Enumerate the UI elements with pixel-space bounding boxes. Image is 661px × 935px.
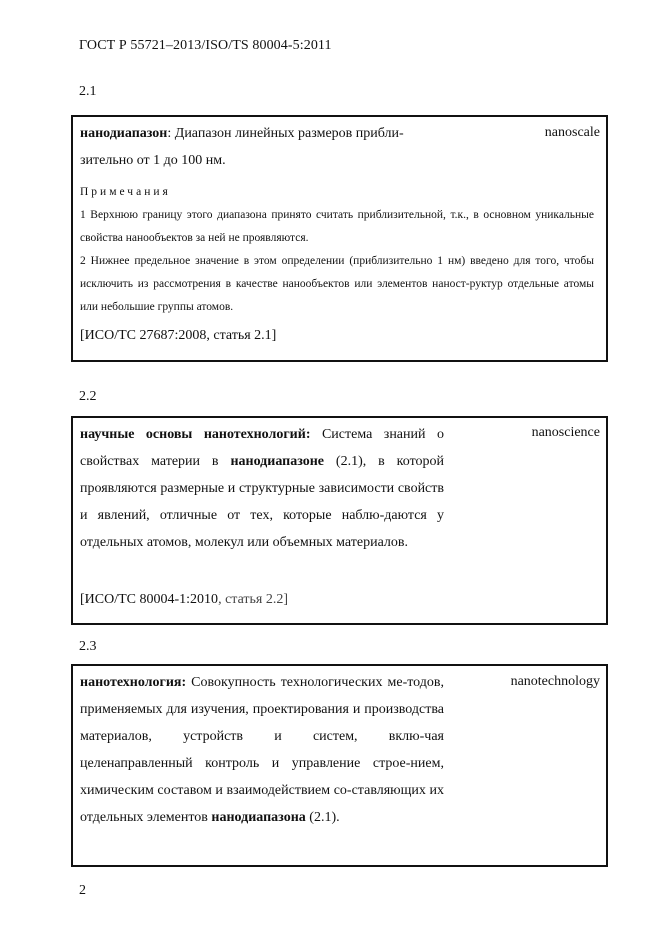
english-term: nanotechnology <box>510 674 600 689</box>
term-box <box>71 115 608 362</box>
page-number: 2 <box>79 883 86 898</box>
definition-text: : Диапазон линейных размеров прибли- <box>167 126 404 141</box>
definition-text: Совокупность технологических ме-тодов, применяемых для изучения, проектирования и производства материалов, устройств и систем, вклю-чая целенаправленный контроль и управление строе-нием, химическим составом и взаимодействием со-ставляющих их отдельных элементов <box>80 675 444 825</box>
term-reference: нанодиапазоне <box>230 454 325 469</box>
source-reference <box>80 592 288 608</box>
source-reference: [ИСО/ТС 27687:2008, статья 2.1] <box>80 328 277 343</box>
term-definition <box>80 421 444 556</box>
definition-text: (2.1). <box>305 810 340 825</box>
term-box <box>71 416 608 625</box>
definition-text: зительно от 1 до 100 нм. <box>80 153 226 168</box>
term: научные основы нанотехнологий: <box>80 427 311 442</box>
english-term: nanoscale <box>544 125 600 140</box>
source-text: , статья 2.2] <box>218 592 289 607</box>
definition-text: (2.1), в которой проявляются размерные и структурные зависимости свойств и явлений, отличные от тех, которые наблю-даются у отдельных атомов, молекул или объемных материалов. <box>80 454 444 550</box>
term: нанодиапазон <box>80 126 168 141</box>
entry-number: 2.3 <box>79 639 97 654</box>
definition-text: Система знаний о свойствах материи в <box>80 427 444 469</box>
note: 2 Нижнее предельное значение в этом определении (приблизительно 1 нм) введено для того, чтобы исключить из рассмотрения в качестве нанообъектов или элементов наност-руктур отдельные атомы или небольшие группы атомов. <box>80 255 594 313</box>
term-box <box>71 664 608 867</box>
english-term: nanoscience <box>531 425 600 440</box>
term-definition <box>80 669 444 831</box>
document-header: ГОСТ Р 55721–2013/ISO/TS 80004-5:2011 <box>79 38 332 53</box>
note: 1 Верхнюю границу этого диапазона принято считать приблизительной, т.к., в основном уникальные свойства нанообъектов за ней не проявляются. <box>80 209 594 244</box>
notes-block <box>80 181 594 319</box>
notes-title: Примечания <box>80 186 171 198</box>
term-reference: нанодиапазона <box>211 810 306 825</box>
term: нанотехнология: <box>80 675 187 690</box>
term-definition <box>80 120 444 174</box>
entry-number: 2.2 <box>79 389 97 404</box>
entry-number: 2.1 <box>79 84 97 99</box>
source-text: [ИСО/ТС 80004-1:2010 <box>80 592 219 607</box>
